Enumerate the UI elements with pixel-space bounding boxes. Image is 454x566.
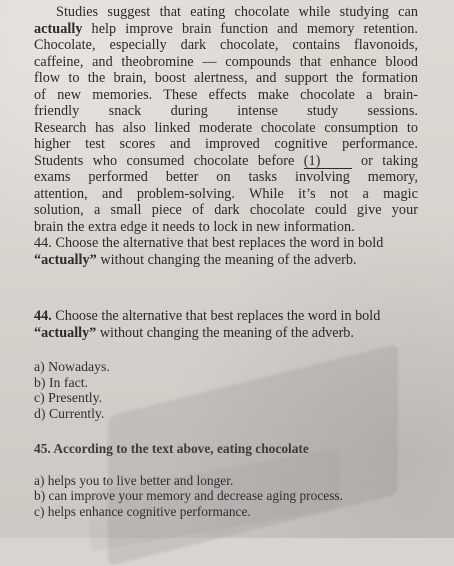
bold-word-actually: actually: [34, 20, 83, 37]
passage-line-1: Studies suggest that eating chocolate while studying can: [56, 4, 418, 20]
passage-line-8: Research has also linked moderate chocolate consumption to: [34, 119, 418, 136]
option-c: c) Presently.: [34, 390, 103, 405]
question-45: [34, 441, 418, 519]
question-44-line-2-rest: without changing the meaning of the adverb.: [96, 324, 354, 341]
question-45-option-b: b) can improve your memory and decrease aging process.: [34, 488, 343, 504]
option-d: d) Currently.: [34, 405, 105, 421]
question-44-inline-quote: “actually”: [34, 251, 97, 268]
option-b: b) In fact.: [34, 374, 89, 390]
passage-line-2: [34, 21, 418, 38]
passage-line-3: Chocolate, especially dark chocolate, contains flavonoids,: [34, 37, 418, 53]
passage-line-7: friendly snack during intense study sessions.: [34, 103, 418, 119]
question-45-title: 45. According to the text above, eating chocolate: [34, 441, 309, 456]
passage-line-14: brain the extra edge it needs to lock in new information.: [34, 218, 355, 235]
question-44-inline-line-1: 44. Choose the alternative that best replaces the word in bold: [34, 235, 384, 251]
passage-line-12: attention, and problem-solving. While it’s not a magic: [34, 185, 418, 202]
blank-1: (1): [304, 154, 352, 169]
passage-line-10: [34, 153, 418, 170]
question-45-option-a: a) helps you to live better and longer.: [34, 473, 234, 489]
passage-line-6: of new memories. These effects make chocolate a brain-: [34, 86, 418, 103]
passage-line-9: higher test scores and improved cognitive performance.: [34, 136, 418, 152]
question-44: [34, 308, 418, 341]
question-44-line-1: [34, 308, 418, 325]
question-44-line-2: [34, 325, 418, 342]
question-45-option-c: c) helps enhance cognitive performance.: [34, 503, 251, 519]
passage-line-4: caffeine, and theobromine — compounds that enhance blood: [34, 53, 418, 70]
question-44-inline-line-2: [34, 252, 418, 269]
passage-line-13: solution, a small piece of dark chocolate could give your: [34, 202, 418, 218]
passage-line-10-end: or taking: [351, 152, 418, 169]
option-a: a) Nowadays.: [34, 359, 110, 374]
passage-line-11: exams performed better on tasks involving memory,: [34, 169, 418, 185]
question-44-inline-rest: without changing the meaning of the adverb.: [96, 251, 357, 268]
question-44-options: [34, 359, 418, 421]
passage-line-10-start: Students who consumed chocolate before: [34, 152, 295, 169]
question-44-line-1-rest: Choose the alternative that best replaces the word in bold: [51, 308, 381, 324]
reading-passage: [34, 4, 418, 268]
passage-line-5: flow to the brain, boost alertness, and support the formation: [34, 70, 418, 86]
question-44-number: 44.: [34, 308, 52, 324]
question-44-quote: “actually”: [34, 324, 97, 341]
passage-line-2-rest: help improve brain function and memory retention.: [82, 20, 418, 37]
